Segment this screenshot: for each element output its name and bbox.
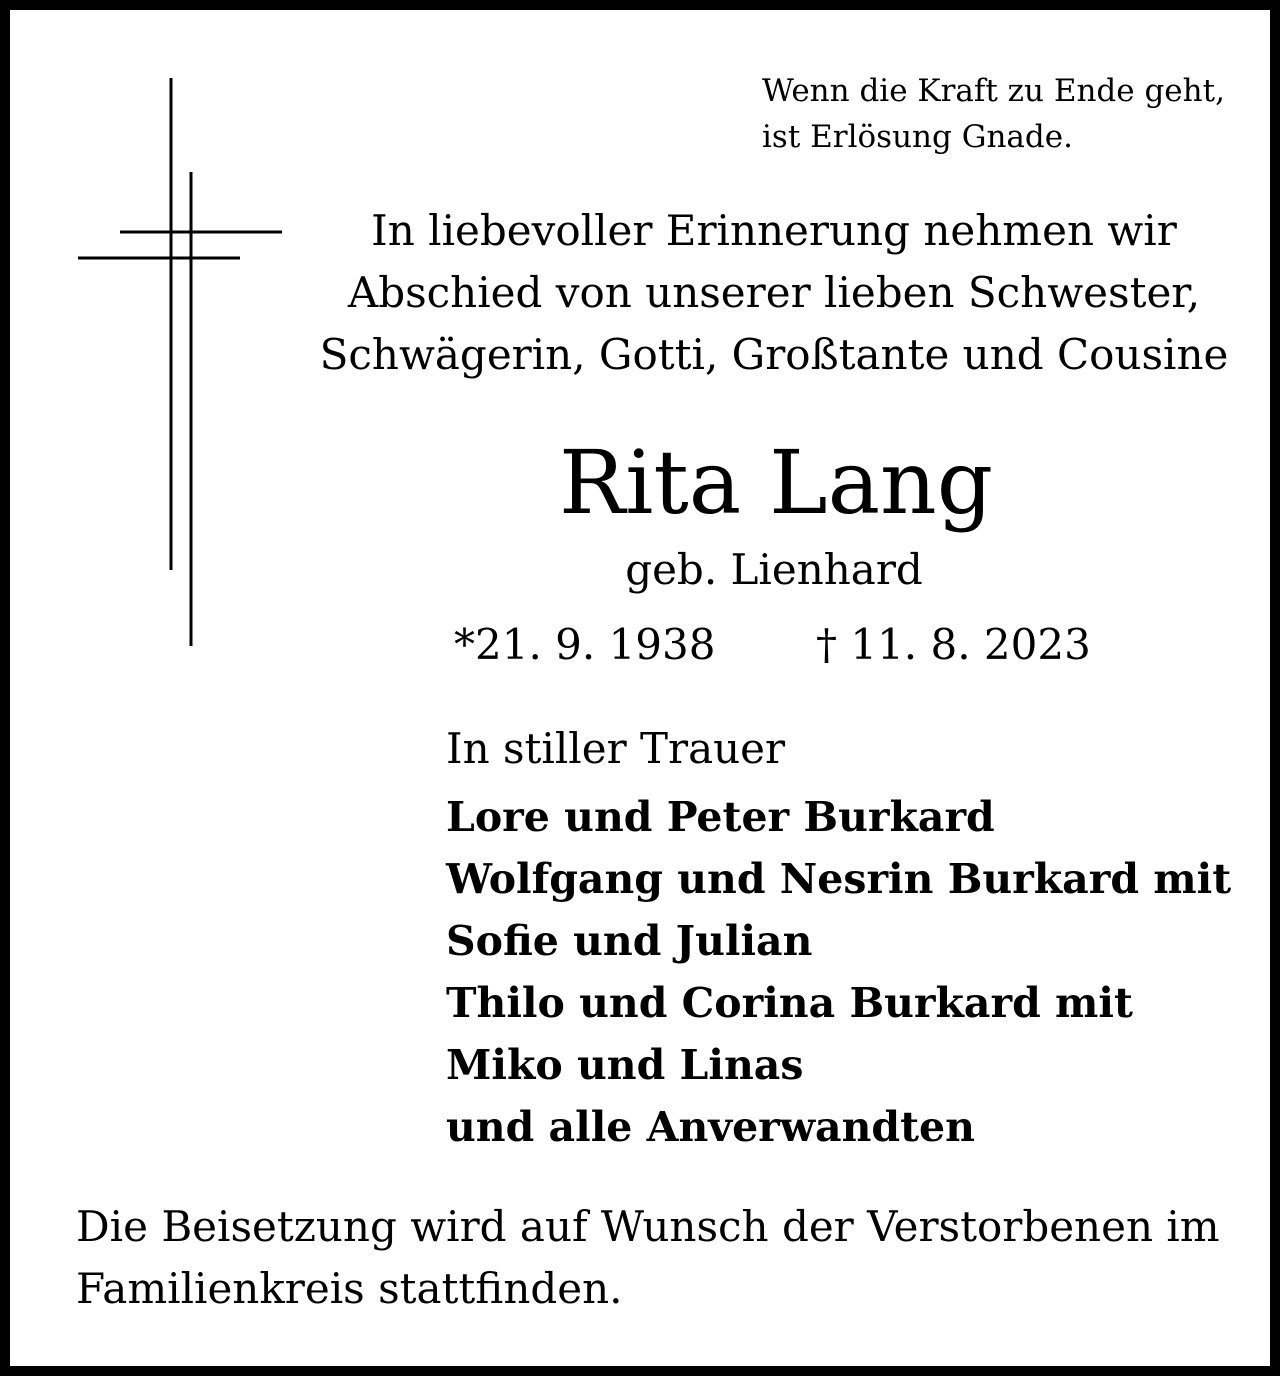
burial-notice [76, 1196, 1236, 1320]
birth-date: *21. 9. 1938 [454, 620, 716, 669]
mourning-heading: In stiller Trauer [446, 724, 786, 773]
intro-text [310, 200, 1238, 386]
mourner-line: Thilo und Corina Burkard mit [446, 979, 1133, 1027]
mourner-line: Wolfgang und Nesrin Burkard mit [446, 855, 1232, 903]
cross-icon [76, 76, 284, 648]
mourner-line: und alle Anverwandten [446, 1103, 975, 1151]
quote-line: ist Erlösung Gnade. [762, 119, 1073, 155]
quote-line: Wenn die Kraft zu Ende geht, [762, 73, 1225, 109]
intro-line: In liebevoller Erinnerung nehmen wir [371, 206, 1177, 255]
quote [762, 68, 1262, 160]
intro-line: Schwägerin, Gotti, Großtante und Cousine [319, 330, 1229, 379]
mourner-line: Sofie und Julian [446, 917, 813, 965]
deceased-name: Rita Lang [558, 431, 994, 534]
notice-line: Familienkreis stattfinden. [76, 1264, 623, 1313]
mourner-line: Miko und Linas [446, 1041, 804, 1089]
mourner-line: Lore und Peter Burkard [446, 793, 995, 841]
maiden-name: geb. Lienhard [625, 545, 923, 594]
mourners-list [446, 786, 1231, 1158]
notice-line: Die Beisetzung wird auf Wunsch der Verstorbenen im [76, 1202, 1220, 1251]
intro-line: Abschied von unserer lieben Schwester, [347, 268, 1201, 317]
death-date: † 11. 8. 2023 [816, 620, 1091, 669]
